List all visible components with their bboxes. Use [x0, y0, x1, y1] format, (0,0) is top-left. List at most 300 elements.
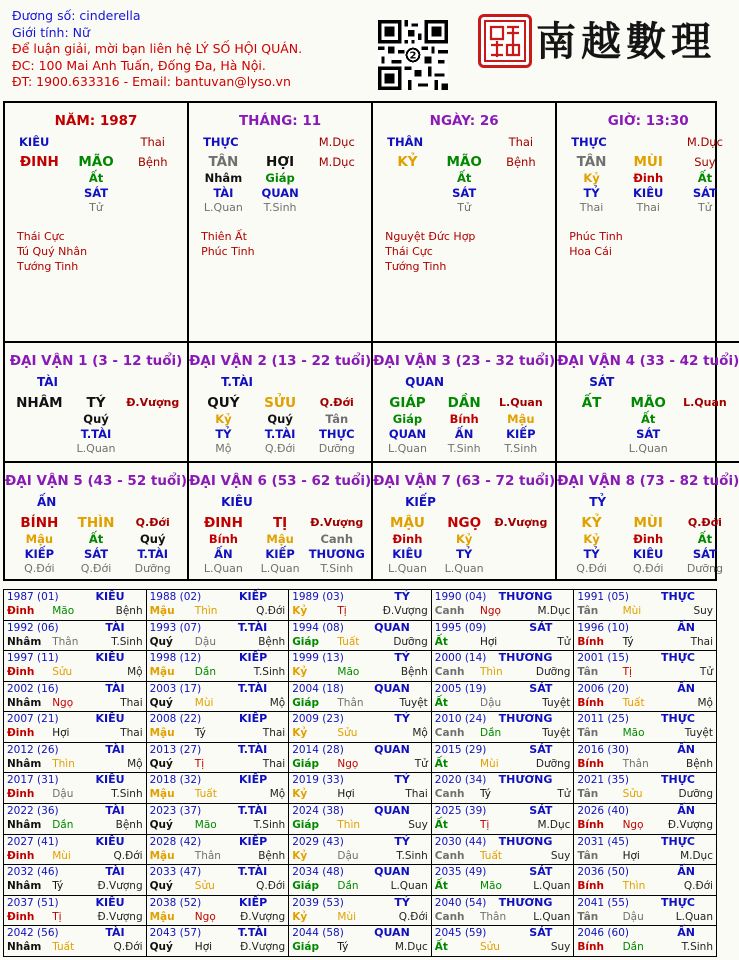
year-detail	[577, 940, 713, 954]
dai-van-main-item: Q.Đới	[135, 516, 170, 529]
year-branch: Thìn	[52, 757, 75, 770]
dai-van-main-item: ẤT	[581, 395, 602, 411]
year-phase: Tuyệt	[542, 696, 571, 709]
dai-van-hidden-item: T.Sinh	[320, 562, 354, 575]
dai-van-hidden-row	[189, 412, 371, 427]
year-branch: Thìn	[194, 605, 218, 617]
year-phase: Bệnh	[115, 605, 143, 617]
year-stem: Canh	[434, 666, 465, 679]
pillar-hidden-item	[379, 186, 436, 201]
year-line	[7, 682, 143, 696]
year-branch: Thân	[479, 910, 507, 923]
year-label: 2021 (35)	[577, 774, 629, 787]
year-stem: Kỷ	[292, 910, 308, 923]
year-stem: Nhâm	[7, 819, 42, 832]
pillar-hidden-row	[5, 201, 187, 215]
year-stem: Giáp	[292, 880, 320, 893]
year-label: 2029 (43)	[292, 835, 344, 848]
year-god: THƯƠNG	[498, 895, 553, 909]
pillar-hidden-item	[493, 171, 550, 186]
year-god: KIÊU	[95, 834, 125, 848]
dai-van-cell	[189, 463, 373, 579]
year-phase: L.Quan	[675, 910, 713, 923]
year-detail	[577, 604, 713, 618]
dai-van-hidden-row	[5, 427, 187, 442]
year-line	[292, 682, 428, 696]
year-label: 2007 (21)	[7, 713, 59, 726]
year-detail	[435, 604, 571, 618]
dai-van-main-row	[189, 514, 371, 532]
year-line	[435, 896, 571, 910]
dai-van-hidden-row	[189, 547, 371, 562]
dai-van-hidden-item: L.Quan	[76, 442, 116, 455]
dai-van-main-item: Q.Đới	[687, 516, 722, 529]
year-phase: M.Dục	[537, 819, 571, 832]
dai-van-hidden-item: THỰC	[319, 427, 355, 441]
year-phase: Bệnh	[400, 666, 428, 679]
year-phase: Đ.Vượng	[97, 880, 143, 893]
dai-van-cell	[5, 463, 189, 579]
star-item: Phúc Tinh	[569, 230, 623, 243]
year-cell	[289, 926, 432, 957]
year-detail	[7, 910, 143, 924]
year-row	[4, 865, 717, 896]
year-line	[435, 712, 571, 726]
year-detail	[7, 757, 143, 771]
year-line	[150, 773, 286, 787]
year-stem: Tân	[577, 849, 599, 862]
pillar-hidden-item: Tử	[457, 201, 471, 214]
year-cell	[574, 620, 717, 651]
pillar-hidden-item: Nhâm	[204, 171, 243, 185]
year-god: KIẾP	[238, 712, 268, 726]
year-detail	[577, 787, 713, 801]
pillar-hidden-item: T.Sinh	[263, 201, 297, 214]
year-detail	[150, 910, 286, 924]
year-label: 1988 (02)	[149, 591, 202, 603]
year-god: KIÊU	[95, 773, 125, 787]
pillar-cell	[557, 103, 739, 343]
year-cell	[146, 742, 289, 773]
year-phase: Đ.Vượng	[240, 910, 286, 923]
year-god: KIẾP	[238, 773, 268, 787]
year-cell	[289, 773, 432, 804]
year-cell	[574, 926, 717, 957]
dai-van-title: ĐẠI VẬN 2 (13 - 22 tuổi)	[189, 353, 372, 369]
year-detail	[150, 940, 286, 954]
year-detail	[7, 604, 143, 618]
year-phase: L.Quan	[390, 880, 428, 893]
year-phase: Suy	[693, 605, 713, 617]
dai-van-hidden-row	[189, 562, 371, 576]
year-line	[577, 926, 713, 940]
year-phase: Tử	[557, 788, 571, 801]
year-detail	[7, 787, 143, 801]
year-label: 2013 (27)	[149, 743, 202, 756]
year-detail	[7, 696, 143, 710]
dai-van-main-item: KỶ	[581, 515, 602, 531]
year-cell	[574, 865, 717, 896]
year-stem: Bính	[577, 757, 604, 770]
dai-van-hidden-item: L.Quan	[203, 562, 243, 575]
year-god: QUAN	[374, 926, 410, 940]
dai-van-main-item: Đ.Vượng	[494, 516, 548, 529]
dai-van-hidden-item	[677, 412, 734, 427]
year-branch: Mão	[337, 666, 360, 679]
year-line	[7, 865, 143, 879]
year-god: KIẾP	[238, 895, 268, 909]
year-cell	[146, 865, 289, 896]
year-branch: Ngọ	[622, 819, 644, 832]
year-cell	[574, 742, 717, 773]
year-detail	[577, 879, 713, 893]
brand-logo: 南越數理	[536, 18, 716, 65]
year-line	[577, 773, 713, 787]
dai-van-hidden-item: L.Quan	[628, 442, 668, 455]
year-cell	[431, 773, 574, 804]
dai-van-hidden-item: QUAN	[388, 427, 427, 441]
year-god: THƯƠNG	[498, 590, 553, 603]
year-stem: Đinh	[7, 910, 35, 923]
pillar-hidden-item: L.Quan	[203, 201, 243, 214]
year-stem: Tân	[577, 910, 599, 923]
dai-van-main-item: L.Quan	[683, 396, 727, 409]
pillar-main-item: M.Dục	[318, 155, 355, 169]
year-branch: Thìn	[337, 819, 361, 832]
year-stem: Tân	[577, 605, 599, 617]
year-detail	[435, 757, 571, 771]
dai-van-hidden-item: T.TÀI	[80, 427, 112, 441]
dai-van-main-row	[373, 394, 555, 412]
year-stem: Mậu	[149, 910, 175, 923]
dai-van-main-item: Đ.Vượng	[126, 396, 180, 409]
pillar-hidden-row	[557, 171, 739, 186]
year-cell	[146, 651, 289, 682]
dai-van-hidden-row	[373, 412, 555, 427]
pillar-hidden-item: SÁT	[452, 186, 477, 200]
year-detail	[435, 665, 571, 679]
year-label: 2045 (59)	[434, 927, 487, 940]
year-branch: Tuất	[622, 696, 645, 709]
star-item: Thái Cực	[385, 245, 433, 258]
year-god: QUAN	[374, 804, 410, 818]
year-detail	[435, 849, 571, 863]
year-stem: Canh	[434, 910, 465, 923]
year-label: 2022 (36)	[7, 805, 59, 818]
year-detail	[292, 604, 428, 618]
year-god: QUAN	[374, 865, 410, 879]
pillar-hidden-item	[124, 171, 181, 186]
year-phase: Suy	[550, 849, 571, 862]
year-phase: M.Dục	[394, 941, 428, 954]
year-god: SÁT	[529, 681, 553, 695]
year-cell	[4, 712, 147, 743]
year-detail	[577, 910, 713, 924]
year-line	[577, 865, 713, 879]
year-label: 2039 (53)	[292, 896, 344, 909]
year-line	[150, 743, 286, 757]
dai-van-title: ĐẠI VẬN 6 (53 - 62 tuổi)	[189, 473, 372, 489]
year-stem: Mậu	[149, 727, 175, 740]
year-detail	[150, 696, 286, 710]
year-label: 2025 (39)	[434, 805, 487, 818]
dai-van-hidden-item	[493, 532, 550, 547]
dai-van-main-item: MÙI	[633, 515, 663, 531]
year-branch: Tuất	[479, 849, 503, 862]
pillar-cell	[373, 103, 557, 343]
year-cell	[146, 773, 289, 804]
pillar-hidden-item: Ất	[456, 171, 472, 185]
year-branch: Tuất	[337, 635, 360, 648]
year-label: 2032 (46)	[7, 866, 59, 879]
year-god: SÁT	[529, 742, 553, 756]
pillar-main-item: MÃO	[446, 154, 482, 170]
dai-van-hidden-row	[373, 427, 555, 442]
year-stem: Ất	[434, 696, 448, 709]
year-god: THƯƠNG	[498, 712, 553, 726]
year-god: QUAN	[374, 681, 410, 695]
pillar-main-item: ĐINH	[19, 154, 59, 170]
dai-van-hidden-row	[5, 412, 187, 427]
year-line	[577, 835, 713, 849]
year-cell	[289, 742, 432, 773]
pillar-top-extra: M.Dục	[318, 135, 355, 149]
year-stem: Bính	[577, 696, 604, 709]
year-phase: T.Sinh	[681, 941, 713, 954]
year-detail	[150, 818, 286, 832]
year-god: KIẾP	[238, 651, 268, 665]
dai-van-hidden-item	[563, 442, 620, 456]
dai-van-top-god: TÀI	[37, 375, 59, 389]
year-phase: Thai	[120, 727, 143, 740]
year-branch: Mùi	[479, 757, 499, 770]
year-line	[435, 621, 571, 635]
year-branch: Dần	[194, 666, 216, 679]
dai-van-title: ĐẠI VẬN 4 (33 - 42 tuổi)	[557, 353, 739, 369]
dai-van-hidden-row	[5, 547, 187, 562]
dai-van-hidden-item: Q.Đới	[264, 442, 296, 455]
year-label: 1989 (03)	[292, 591, 344, 603]
year-line	[577, 590, 713, 604]
dai-van-cell	[373, 463, 557, 579]
pillar-main-item: HỢI	[266, 154, 295, 170]
dai-van-hidden-item: THƯƠNG	[308, 547, 365, 561]
year-phase: Mộ	[127, 757, 143, 770]
year-cell	[4, 834, 147, 865]
year-line	[150, 835, 286, 849]
year-label: 2006 (20)	[577, 682, 629, 695]
year-line	[150, 651, 286, 665]
star-item: Nguyệt Đức Hợp	[385, 230, 476, 243]
dai-van-main-row	[557, 394, 739, 412]
dai-van-top-god: T.TÀI	[221, 375, 253, 389]
qr-code-icon	[378, 20, 448, 90]
year-cell	[146, 681, 289, 712]
year-label: 2033 (47)	[149, 866, 202, 879]
year-line	[7, 651, 143, 665]
year-branch: Tý	[194, 727, 206, 740]
year-branch: Hợi	[337, 788, 355, 801]
year-detail	[435, 879, 571, 893]
pillar-hidden-row	[189, 186, 371, 201]
year-cell	[289, 681, 432, 712]
year-phase: Đ.Vượng	[382, 605, 428, 617]
year-god: TỶ	[394, 895, 410, 909]
year-branch: Mùi	[194, 696, 214, 709]
year-line	[577, 712, 713, 726]
year-phase: Đ.Vượng	[97, 910, 143, 923]
year-phase: Thai	[120, 696, 143, 709]
year-branch: Sửu	[337, 727, 358, 740]
year-detail	[7, 849, 143, 863]
year-detail	[7, 879, 143, 893]
dai-van-main-item: L.Quan	[499, 396, 543, 409]
year-label: 2008 (22)	[149, 713, 202, 726]
star-item: Hoa Cái	[569, 245, 612, 258]
pillar-main-row	[373, 153, 555, 171]
year-cell	[431, 712, 574, 743]
pillar-hidden-row	[189, 171, 371, 186]
pillar-top-god: THỰC	[203, 135, 239, 149]
year-label: 2037 (51)	[7, 896, 59, 909]
year-cell	[574, 895, 717, 926]
year-cell	[289, 620, 432, 651]
year-detail	[577, 696, 713, 710]
year-line	[292, 743, 428, 757]
pillar-main-item: Bệnh	[506, 155, 536, 169]
dai-van-hidden-item: KIẾP	[506, 427, 536, 441]
year-phase: Q.Đới	[113, 941, 143, 954]
year-branch: Mùi	[622, 605, 642, 617]
pillar-hidden-row	[5, 171, 187, 186]
year-cell	[146, 590, 289, 621]
dai-van-main-item: MÃO	[630, 395, 666, 411]
year-branch: Tuất	[52, 941, 75, 954]
dai-van-hidden-item: T.TÀI	[264, 427, 296, 441]
year-branch: Mùi	[337, 910, 357, 923]
pillar-spacer	[620, 135, 677, 150]
pillar-hidden-item: QUAN	[261, 186, 299, 200]
dai-van-hidden-item: Kỷ	[455, 532, 473, 546]
year-stem: Ất	[434, 819, 448, 832]
year-line	[7, 896, 143, 910]
dai-van-hidden-item: SÁT	[692, 547, 717, 561]
pillar-main-item: KỶ	[397, 154, 418, 170]
year-god: KIẾP	[238, 834, 268, 848]
year-stem: Giáp	[292, 696, 320, 709]
year-god: THỰC	[661, 590, 695, 603]
year-branch: Tý	[622, 635, 634, 648]
pillar-spacer	[252, 135, 309, 150]
dai-van-hidden-item: Mậu	[507, 412, 535, 426]
year-line	[150, 621, 286, 635]
year-line	[435, 835, 571, 849]
year-stem: Mậu	[149, 666, 175, 679]
year-cell	[574, 712, 717, 743]
dai-van-hidden-item: Dưỡng	[318, 442, 355, 455]
year-line	[577, 743, 713, 757]
year-god: TỶ	[394, 712, 410, 726]
year-phase: Mộ	[127, 666, 143, 679]
year-line	[7, 621, 143, 635]
year-god: ẤN	[677, 865, 695, 879]
dai-van-cell	[5, 343, 189, 463]
year-line	[292, 590, 428, 604]
year-label: 2023 (37)	[149, 805, 202, 818]
svg-text:2: 2	[409, 50, 417, 62]
year-stem: Bính	[577, 819, 604, 832]
year-god: T.TÀI	[237, 620, 268, 634]
dai-van-top-god: TỶ	[589, 495, 607, 509]
pillar-hidden-item	[124, 201, 181, 215]
year-stem: Ất	[434, 941, 448, 954]
year-line	[435, 926, 571, 940]
pillar-hidden-item	[308, 186, 365, 201]
pillar-top-god: THỰC	[571, 135, 607, 149]
dai-van-hidden-item	[124, 412, 181, 427]
year-detail	[7, 635, 143, 649]
year-row	[4, 681, 717, 712]
pillar-main-item: TÂN	[576, 154, 607, 170]
pillar-top-row	[5, 135, 187, 150]
year-phase: Bệnh	[258, 635, 286, 648]
dai-van-hidden-row	[373, 532, 555, 547]
dai-van-hidden-item: Đinh	[392, 532, 423, 546]
year-label: 2020 (34)	[434, 774, 487, 787]
year-line	[435, 651, 571, 665]
year-line	[7, 743, 143, 757]
year-phase: Suy	[408, 819, 428, 832]
dai-van-hidden-item: Ất	[88, 532, 104, 546]
year-detail	[292, 940, 428, 954]
year-stem: Tân	[577, 727, 599, 740]
year-cell	[146, 834, 289, 865]
pillar-title: NĂM: 1987	[54, 113, 138, 129]
dai-van-hidden-row	[5, 442, 187, 456]
year-stem: Nhâm	[7, 880, 42, 893]
year-line	[577, 621, 713, 635]
year-line	[292, 926, 428, 940]
dai-van-hidden-row	[557, 562, 739, 576]
year-cell	[431, 804, 574, 835]
year-branch: Ngọ	[52, 696, 74, 709]
dai-van-top-god: ẤN	[37, 495, 57, 509]
year-cell	[431, 590, 574, 621]
year-label: 2004 (18)	[292, 682, 344, 695]
year-cell	[4, 590, 147, 621]
year-god: KIÊU	[95, 895, 125, 909]
year-branch: Dậu	[622, 910, 644, 923]
dai-van-hidden-item: Dưỡng	[686, 562, 723, 575]
year-branch: Tị	[337, 605, 347, 617]
year-table	[3, 589, 717, 957]
year-line	[292, 712, 428, 726]
year-label: 2031 (45)	[577, 835, 629, 848]
year-line	[577, 651, 713, 665]
year-cell	[289, 895, 432, 926]
pillar-hidden-item	[379, 171, 436, 186]
year-label: 2005 (19)	[434, 682, 487, 695]
year-cell	[289, 865, 432, 896]
dai-van-hidden-row	[373, 547, 555, 562]
pillar-hidden-item	[379, 201, 436, 215]
year-phase: Q.Đới	[683, 880, 713, 893]
year-detail	[435, 726, 571, 740]
pillar-top-row	[557, 135, 739, 150]
year-stem: Đinh	[7, 605, 35, 617]
dai-van-hidden-item	[677, 442, 734, 456]
dai-van-hidden-row	[189, 427, 371, 442]
